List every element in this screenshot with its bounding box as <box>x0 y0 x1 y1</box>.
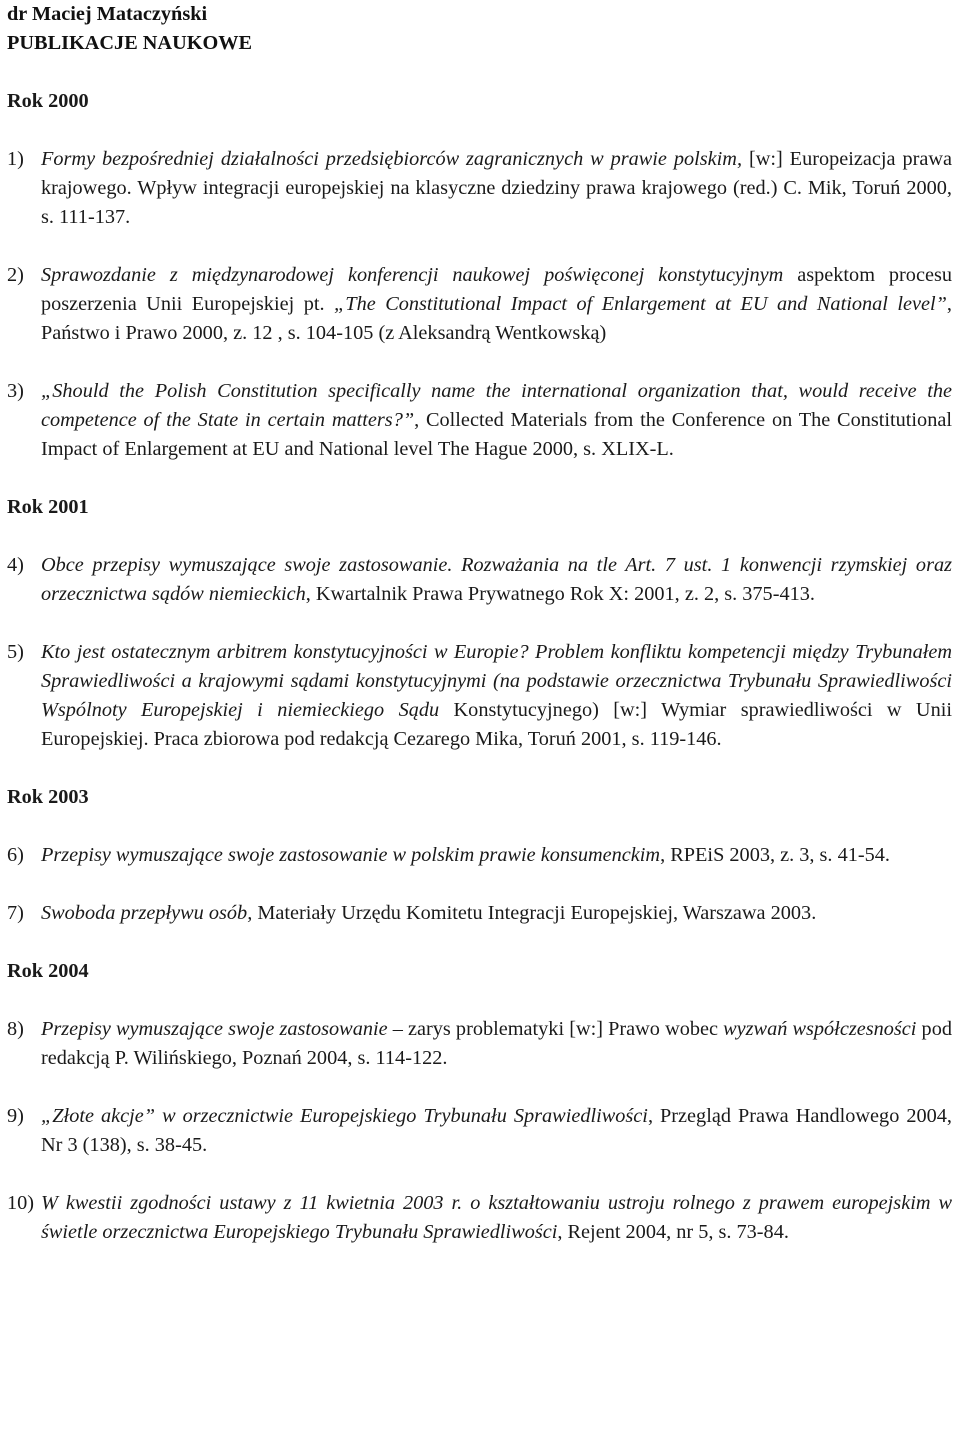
entry-text <box>41 551 952 609</box>
entry-number: 9) <box>7 1105 24 1127</box>
publication-entry-9 <box>7 1102 952 1160</box>
publication-details: [w:] Europeizacja prawa krajowego. Wpływ integracji europejskiej na klasyczne dziedziny prawa krajowego (red.) C. Mik, Toruń 2000, s. 111-137. <box>41 148 952 228</box>
publication-details: Materiały Urzędu Komitetu Integracji Europejskiej, Warszawa 2003. <box>252 902 817 924</box>
entry-number: 3) <box>7 380 24 402</box>
entry-number: 7) <box>7 902 24 924</box>
entry-number: 4) <box>7 554 24 576</box>
entry-number: 6) <box>7 844 24 866</box>
publication-title: „Złote akcje” w orzecznictwie Europejskiego Trybunału Sprawiedliwości <box>41 1105 648 1127</box>
entry-number: 5) <box>7 641 24 663</box>
publication-entry-3 <box>7 377 952 464</box>
document-title: PUBLIKACJE NAUKOWE <box>7 32 253 54</box>
section-heading-2000: Rok 2000 <box>7 90 89 112</box>
publication-details: , Rejent 2004, nr 5, s. 73-84. <box>557 1221 789 1243</box>
publication-title: „Should the Polish Constitution specifically name the international organization that, would receive the competence of the State in certain matters?” <box>41 380 952 431</box>
entry-number: 8) <box>7 1018 24 1040</box>
publication-title: Przepisy wymuszające swoje zastosowanie <box>41 1018 388 1040</box>
publication-subtitle: wyzwań współczesności <box>723 1018 917 1040</box>
author-name: dr Maciej Mataczyński <box>7 3 208 25</box>
publication-title: Sprawozdanie z międzynarodowej konferencji naukowej poświęconej konstytucyjnym <box>41 264 784 286</box>
entry-text <box>41 1102 952 1160</box>
section-heading-2003: Rok 2003 <box>7 786 89 808</box>
entry-number: 10) <box>7 1192 35 1214</box>
entry-text <box>41 145 952 232</box>
entry-text <box>41 1015 952 1073</box>
entry-text <box>41 1189 952 1247</box>
publication-entry-8 <box>7 1015 952 1073</box>
publication-details: , Collected Materials from the Conference on The Constitutional Impact of Enlargement at EU and National level The Hague 2000, s. XLIX-L. <box>41 409 952 460</box>
publication-title: Swoboda przepływu osób, <box>41 902 253 924</box>
entry-number: 1) <box>7 148 24 170</box>
entry-text <box>41 638 952 754</box>
publication-details: , Przegląd Prawa Handlowego 2004, Nr 3 (138), s. 38-45. <box>41 1105 952 1156</box>
entry-text <box>41 841 952 870</box>
publication-entry-5 <box>7 638 952 754</box>
publication-entry-10 <box>7 1189 952 1247</box>
entry-number: 2) <box>7 264 24 286</box>
section-heading-2001: Rok 2001 <box>7 496 89 518</box>
publication-title: W kwestii zgodności ustawy z 11 kwietnia 2003 r. o kształtowaniu ustroju rolnego z prawem europejskim w świetle orzecznictwa Europejskiego Trybunału Sprawiedliwości <box>41 1192 952 1243</box>
publication-details: aspektom procesu poszerzenia Unii Europejskiej pt. <box>41 264 952 315</box>
publication-entry-4 <box>7 551 952 609</box>
entry-text <box>41 899 952 928</box>
publication-title: Przepisy wymuszające swoje zastosowanie w polskim prawie konsumenckim <box>41 844 661 866</box>
publication-entry-1 <box>7 145 952 232</box>
publication-details-2: , Państwo i Prawo 2000, z. 12 , s. 104-105 (z Aleksandrą Wentkowską) <box>41 293 952 344</box>
publication-title: Obce przepisy wymuszające swoje zastosowanie. Rozważania na tle Art. 7 ust. 1 konwencji rzymskiej oraz orzecznictwa sądów niemieckich <box>41 554 952 605</box>
publication-details: , Kwartalnik Prawa Prywatnego Rok X: 2001, z. 2, s. 375-413. <box>305 583 815 605</box>
publication-subtitle: „The Constitutional Impact of Enlargement at EU and National level” <box>334 293 947 315</box>
entry-text <box>41 377 952 464</box>
publication-entry-2 <box>7 261 952 348</box>
publication-title: Formy bezpośredniej działalności przedsiębiorców zagranicznych w prawie polskim, <box>41 148 743 170</box>
entry-text <box>41 261 952 348</box>
publication-details-2: pod redakcją P. Wilińskiego, Poznań 2004, s. 114-122. <box>41 1018 952 1069</box>
section-heading-2004: Rok 2004 <box>7 960 89 982</box>
publication-entry-7 <box>7 899 952 928</box>
publication-details: – zarys problematyki [w:] Prawo wobec <box>387 1018 724 1040</box>
publication-details: Konstytucyjnego) [w:] Wymiar sprawiedliwości w Unii Europejskiej. Praca zbiorowa pod redakcją Cezarego Mika, Toruń 2001, s. 119-146. <box>41 699 952 750</box>
publication-title: Kto jest ostatecznym arbitrem konstytucyjności w Europie? Problem konfliktu kompetencji między Trybunałem Sprawiedliwości a krajowymi sądami konstytucyjnymi (na podstawie orzecznictwa Trybunału Sprawiedliwości Wspólnoty Europejskiej i niemieckiego Sądu <box>41 641 952 721</box>
publication-details: , RPEiS 2003, z. 3, s. 41-54. <box>660 844 890 866</box>
publication-entry-6 <box>7 841 952 870</box>
